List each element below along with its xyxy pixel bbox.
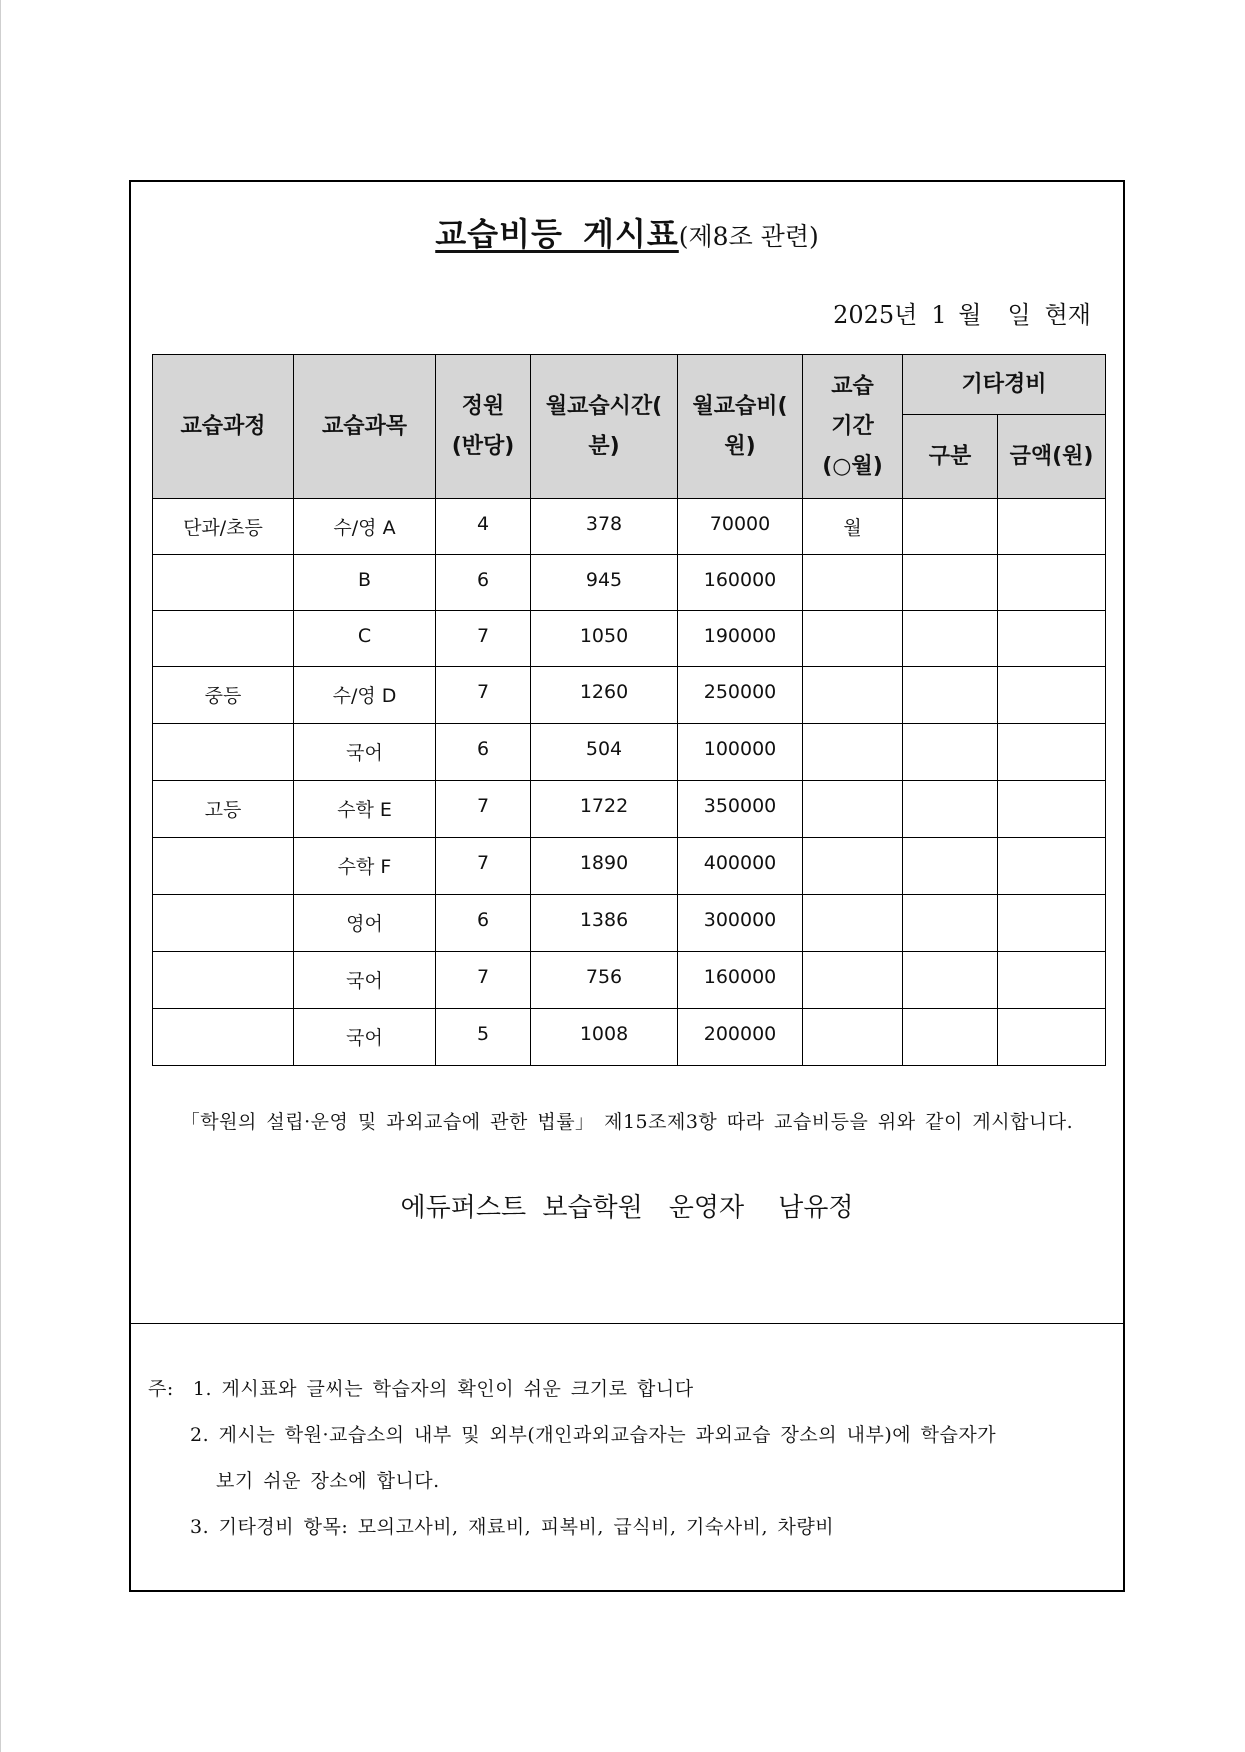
table-row bbox=[153, 781, 1106, 838]
header-other: 기타경비 bbox=[903, 355, 1106, 415]
cell-other-amount bbox=[998, 667, 1106, 724]
cell-period bbox=[803, 781, 903, 838]
cell-fee: 190000 bbox=[678, 611, 803, 667]
cell-hours: 504 bbox=[531, 724, 678, 781]
cell-course bbox=[153, 838, 294, 895]
note-2a: 2. 게시는 학원·교습소의 내부 및 외부(개인과외교습자는 과외교습 장소의 내부)에 학습자가 bbox=[190, 1424, 997, 1446]
note-prefix: 주: bbox=[148, 1378, 174, 1400]
table-row bbox=[153, 724, 1106, 781]
cell-period: 월 bbox=[803, 499, 903, 555]
cell-capacity: 4 bbox=[436, 499, 531, 555]
cell-subject: 국어 bbox=[294, 1009, 436, 1066]
academy-name: 에듀퍼스트 보습학원 bbox=[400, 1193, 643, 1223]
note-2b: 보기 쉬운 장소에 합니다. bbox=[216, 1470, 440, 1492]
cell-capacity: 5 bbox=[436, 1009, 531, 1066]
table-row bbox=[153, 1009, 1106, 1066]
note-1 bbox=[148, 1366, 996, 1412]
cell-period bbox=[803, 952, 903, 1009]
cell-period bbox=[803, 611, 903, 667]
cell-hours: 1008 bbox=[531, 1009, 678, 1066]
cell-other-amount bbox=[998, 499, 1106, 555]
header-fee-line2: 원) bbox=[724, 433, 756, 459]
cell-other-type bbox=[903, 667, 998, 724]
table-row bbox=[153, 838, 1106, 895]
cell-other-type bbox=[903, 952, 998, 1009]
notes bbox=[148, 1366, 996, 1550]
law-statement: 「학원의 설립·운영 및 과외교습에 관한 법률」 제15조제3항 따라 교습비등을 위와 같이 게시합니다. bbox=[180, 1111, 1074, 1133]
date-month: 1 월 bbox=[931, 301, 982, 329]
cell-other-type bbox=[903, 781, 998, 838]
cell-hours: 378 bbox=[531, 499, 678, 555]
cell-hours: 1722 bbox=[531, 781, 678, 838]
cell-other-type bbox=[903, 838, 998, 895]
cell-fee: 70000 bbox=[678, 499, 803, 555]
cell-subject: 수학 F bbox=[294, 838, 436, 895]
header-hours-line2: 분) bbox=[588, 433, 620, 459]
cell-other-amount bbox=[998, 895, 1106, 952]
cell-subject: 수학 E bbox=[294, 781, 436, 838]
cell-hours: 1260 bbox=[531, 667, 678, 724]
cell-period bbox=[803, 555, 903, 611]
cell-subject: 영어 bbox=[294, 895, 436, 952]
header-period-line1: 교습 bbox=[831, 373, 874, 399]
cell-other-amount bbox=[998, 781, 1106, 838]
table-row bbox=[153, 667, 1106, 724]
cell-other-type bbox=[903, 499, 998, 555]
cell-capacity: 7 bbox=[436, 838, 531, 895]
divider bbox=[131, 1323, 1123, 1324]
header-fee-line1: 월교습비( bbox=[692, 393, 788, 419]
cell-other-amount bbox=[998, 952, 1106, 1009]
header-other-amount: 금액(원) bbox=[998, 415, 1106, 499]
cell-other-amount bbox=[998, 611, 1106, 667]
table-row bbox=[153, 895, 1106, 952]
cell-capacity: 7 bbox=[436, 611, 531, 667]
cell-capacity: 7 bbox=[436, 952, 531, 1009]
cell-period bbox=[803, 667, 903, 724]
cell-period bbox=[803, 724, 903, 781]
cell-other-type bbox=[903, 895, 998, 952]
cell-subject: 국어 bbox=[294, 952, 436, 1009]
header-capacity bbox=[436, 355, 531, 499]
cell-course bbox=[153, 611, 294, 667]
note-3: 3. 기타경비 항목: 모의고사비, 재료비, 피복비, 급식비, 기숙사비, 차량비 bbox=[190, 1516, 835, 1538]
cell-course bbox=[153, 724, 294, 781]
signature-line bbox=[131, 1187, 1123, 1224]
header-period-line3: (○월) bbox=[822, 453, 883, 479]
header-fee bbox=[678, 355, 803, 499]
cell-other-type bbox=[903, 724, 998, 781]
cell-other-amount bbox=[998, 724, 1106, 781]
header-hours bbox=[531, 355, 678, 499]
cell-subject: 수/영 A bbox=[294, 499, 436, 555]
cell-subject: C bbox=[294, 611, 436, 667]
cell-hours: 945 bbox=[531, 555, 678, 611]
cell-capacity: 6 bbox=[436, 724, 531, 781]
cell-hours: 1890 bbox=[531, 838, 678, 895]
cell-fee: 350000 bbox=[678, 781, 803, 838]
header-subject: 교습과목 bbox=[294, 355, 436, 499]
cell-fee: 300000 bbox=[678, 895, 803, 952]
operator-role: 운영자 bbox=[668, 1193, 745, 1223]
table-row bbox=[153, 499, 1106, 555]
cell-hours: 1050 bbox=[531, 611, 678, 667]
date-year: 2025년 bbox=[833, 301, 918, 329]
cell-capacity: 6 bbox=[436, 895, 531, 952]
cell-course bbox=[153, 952, 294, 1009]
cell-hours: 1386 bbox=[531, 895, 678, 952]
header-other-type: 구분 bbox=[903, 415, 998, 499]
cell-other-type bbox=[903, 1009, 998, 1066]
cell-course: 단과/초등 bbox=[153, 499, 294, 555]
cell-subject: 수/영 D bbox=[294, 667, 436, 724]
cell-course bbox=[153, 895, 294, 952]
cell-capacity: 6 bbox=[436, 555, 531, 611]
cell-fee: 400000 bbox=[678, 838, 803, 895]
operator-name: 남유정 bbox=[778, 1193, 854, 1223]
header-course: 교습과정 bbox=[153, 355, 294, 499]
cell-period bbox=[803, 1009, 903, 1066]
cell-period bbox=[803, 838, 903, 895]
header-capacity-line2: (반당) bbox=[451, 433, 515, 459]
table-row bbox=[153, 555, 1106, 611]
fee-table bbox=[152, 354, 1106, 1066]
cell-other-amount bbox=[998, 555, 1106, 611]
cell-fee: 160000 bbox=[678, 555, 803, 611]
title-main: 교습비등 게시표 bbox=[435, 215, 679, 253]
date-suffix: 현재 bbox=[1044, 301, 1091, 329]
date-day: 일 bbox=[1007, 301, 1031, 329]
title-sub: (제8조 관련) bbox=[678, 222, 819, 251]
cell-other-type bbox=[903, 555, 998, 611]
table-row bbox=[153, 611, 1106, 667]
cell-capacity: 7 bbox=[436, 781, 531, 838]
cell-fee: 200000 bbox=[678, 1009, 803, 1066]
cell-course bbox=[153, 555, 294, 611]
cell-fee: 100000 bbox=[678, 724, 803, 781]
note-1-text: 1. 게시표와 글씨는 학습자의 확인이 쉬운 크기로 합니다 bbox=[192, 1378, 694, 1400]
date-line bbox=[833, 295, 1091, 330]
page-edge-line bbox=[0, 0, 1, 1752]
cell-fee: 160000 bbox=[678, 952, 803, 1009]
cell-course bbox=[153, 1009, 294, 1066]
table-row bbox=[153, 952, 1106, 1009]
cell-course: 고등 bbox=[153, 781, 294, 838]
cell-course: 중등 bbox=[153, 667, 294, 724]
cell-fee: 250000 bbox=[678, 667, 803, 724]
cell-hours: 756 bbox=[531, 952, 678, 1009]
header-period-line2: 기간 bbox=[831, 413, 874, 439]
cell-capacity: 7 bbox=[436, 667, 531, 724]
cell-other-amount bbox=[998, 1009, 1106, 1066]
header-capacity-line1: 정원 bbox=[461, 393, 505, 419]
notice-frame bbox=[129, 180, 1125, 1592]
cell-subject: 국어 bbox=[294, 724, 436, 781]
cell-other-amount bbox=[998, 838, 1106, 895]
cell-other-type bbox=[903, 611, 998, 667]
page-title bbox=[131, 209, 1123, 255]
cell-period bbox=[803, 895, 903, 952]
header-hours-line1: 월교습시간( bbox=[545, 393, 663, 419]
cell-subject: B bbox=[294, 555, 436, 611]
header-period bbox=[803, 355, 903, 499]
